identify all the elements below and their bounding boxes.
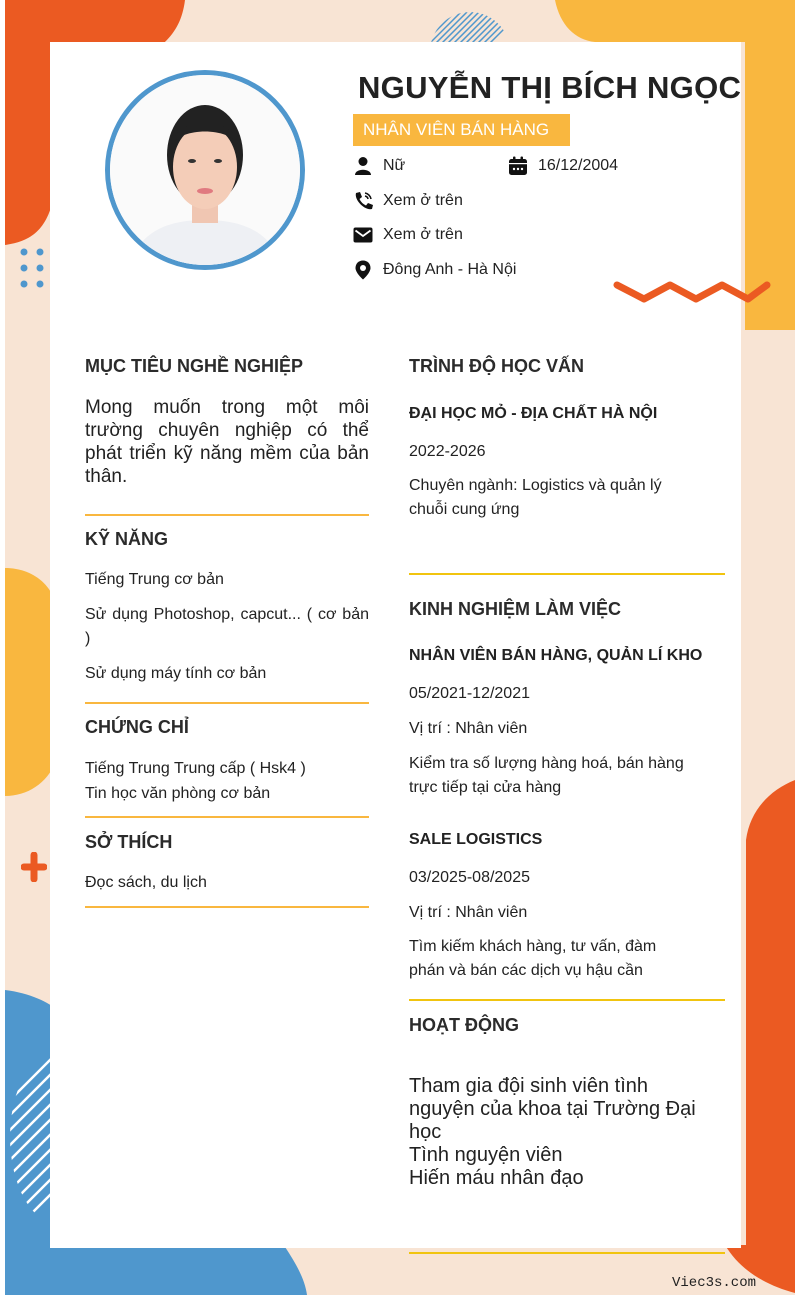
dob-row <box>508 156 618 176</box>
job-title: NHÂN VIÊN BÁN HÀNG, QUẢN LÍ KHO <box>409 647 703 664</box>
education-years: 2022-2026 <box>409 443 486 460</box>
plus-decoration <box>21 852 47 882</box>
job-period: 05/2021-12/2021 <box>409 685 530 702</box>
section-divider <box>85 702 369 704</box>
job-description: Kiểm tra số lượng hàng hoá, bán hàng trực tiếp tại cửa hàng <box>409 755 684 796</box>
section-divider <box>85 816 369 818</box>
portrait-image <box>110 75 300 265</box>
location-value: Đông Anh - Hà Nội <box>383 261 517 278</box>
user-icon <box>353 156 373 176</box>
job-position: Vị trí : Nhân viên <box>409 904 528 921</box>
hatched-circle-decoration <box>427 12 517 44</box>
envelope-icon <box>353 225 373 245</box>
map-pin-icon <box>353 260 373 280</box>
certificate-item: Tin học văn phòng cơ bản <box>85 785 271 802</box>
hobbies-heading: SỞ THÍCH <box>85 832 173 852</box>
education-heading: TRÌNH ĐỘ HỌC VẤN <box>409 356 584 376</box>
job-period: 03/2025-08/2025 <box>409 869 530 886</box>
skill-item: Sử dụng máy tính cơ bản <box>85 665 267 682</box>
hobbies-text: Đọc sách, du lịch <box>85 874 207 891</box>
experience-heading: KINH NGHIỆM LÀM VIỆC <box>409 599 622 619</box>
job-title-badge: NHÂN VIÊN BÁN HÀNG <box>353 114 570 146</box>
location-row <box>353 260 516 280</box>
activity-item: Tình nguyện viên <box>409 1144 563 1166</box>
activity-item: Tham gia đội sinh viên tình nguyện của khoa tại Trường Đại học <box>409 1075 696 1143</box>
section-divider <box>85 514 369 516</box>
skill-item: Tiếng Trung cơ bản <box>85 571 224 588</box>
objective-text: Mong muốn trong một môi trường chuyên nghiệp có thể phát triển kỹ năng mềm của bản thân. <box>85 397 369 487</box>
watermark: Viec3s.com <box>672 1275 757 1291</box>
skills-heading: KỸ NĂNG <box>85 529 169 549</box>
activity-item: Hiến máu nhân đạo <box>409 1167 584 1189</box>
certificate-item: Tiếng Trung Trung cấp ( Hsk4 ) <box>85 760 306 777</box>
section-divider <box>409 1252 725 1254</box>
phone-icon <box>353 191 373 211</box>
section-divider <box>85 906 369 908</box>
profile-photo <box>105 70 305 270</box>
certificates-heading: CHỨNG CHỈ <box>85 717 189 737</box>
job-position: Vị trí : Nhân viên <box>409 720 528 737</box>
activities-heading: HOẠT ĐỘNG <box>409 1015 519 1035</box>
gender-value: Nữ <box>383 157 406 174</box>
gender-row <box>353 156 405 176</box>
dob-value: 16/12/2004 <box>538 157 619 174</box>
education-major: Chuyên ngành: Logistics và quản lý chuỗi cung ứng <box>409 477 662 518</box>
zigzag-decoration <box>612 277 772 309</box>
job-description: Tìm kiếm khách hàng, tư vấn, đàm phán và bán các dịch vụ hậu cần <box>409 938 657 979</box>
section-divider <box>409 573 725 575</box>
school-name: ĐẠI HỌC MỎ - ĐỊA CHẤT HÀ NỘI <box>409 405 658 422</box>
candidate-name: NGUYỄN THỊ BÍCH NGỌC <box>358 70 742 105</box>
phone-value: Xem ở trên <box>383 192 463 209</box>
email-value: Xem ở trên <box>383 226 463 243</box>
objective-heading: MỤC TIÊU NGHỀ NGHIỆP <box>85 356 304 376</box>
calendar-icon <box>508 156 528 176</box>
email-row <box>353 225 463 245</box>
job-title: SALE LOGISTICS <box>409 831 543 848</box>
skill-item: Sử dụng Photoshop, capcut... ( cơ bản ) <box>85 606 369 647</box>
phone-row <box>353 191 463 211</box>
section-divider <box>409 999 725 1001</box>
